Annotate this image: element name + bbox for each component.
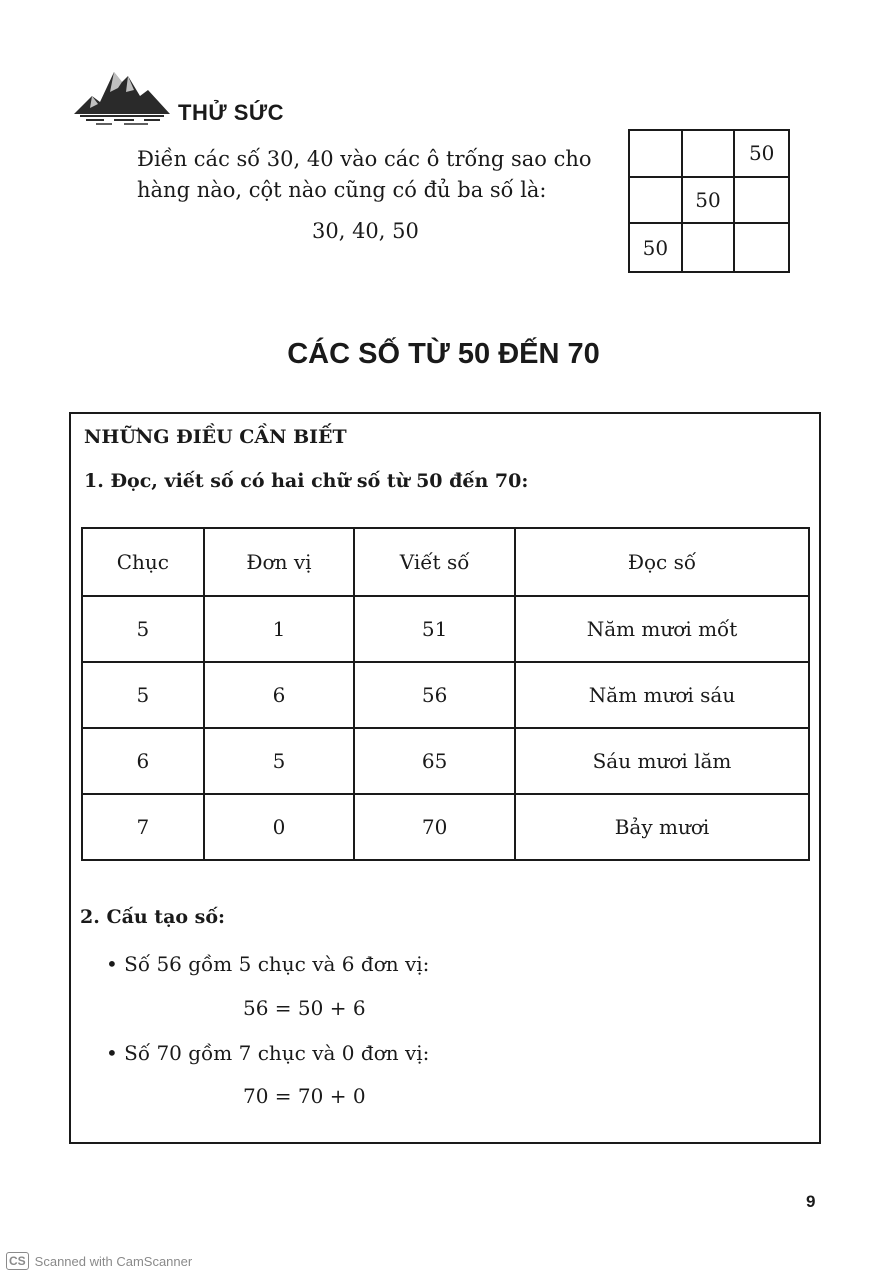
bullet-dot-icon: • [106, 952, 125, 976]
knowledge-box-heading: NHỮNG ĐIỀU CẦN BIẾT [84, 426, 347, 448]
table-row [82, 596, 809, 662]
table-cell: Năm mươi mốt [515, 596, 809, 662]
table-row [82, 794, 809, 860]
table-header-row [82, 528, 809, 596]
table-cell: Bảy mươi [515, 794, 809, 860]
equation: 56 = 50 + 6 [243, 996, 366, 1020]
table-cell: 51 [354, 596, 515, 662]
mountain-icon [74, 62, 170, 128]
camscanner-logo-icon: CS [6, 1252, 29, 1270]
table-cell: 70 [354, 794, 515, 860]
section-title-try: THỬ SỨC [178, 100, 285, 125]
table-cell: 5 [82, 662, 204, 728]
intro-text-line-1: Điền các số 30, 40 vào các ô trống sao cho [137, 147, 592, 171]
table-cell: 56 [354, 662, 515, 728]
table-row [82, 728, 809, 794]
grid-cell[interactable] [630, 131, 683, 178]
target-numbers: 30, 40, 50 [312, 219, 419, 243]
table-cell: 6 [82, 728, 204, 794]
watermark-text: Scanned with CamScanner [34, 1253, 193, 1269]
bullet-text: Số 56 gồm 5 chục và 6 đơn vị: [124, 952, 430, 976]
bullet-dot-icon: • [106, 1041, 125, 1065]
grid-cell[interactable] [630, 178, 683, 225]
equation: 70 = 70 + 0 [243, 1084, 366, 1108]
grid-cell[interactable] [683, 224, 736, 271]
table-cell: 65 [354, 728, 515, 794]
grid-cell: 50 [630, 224, 683, 271]
table-cell: 6 [204, 662, 355, 728]
number-table [81, 527, 810, 861]
table-cell: 0 [204, 794, 355, 860]
table-cell: 1 [204, 596, 355, 662]
table-cell: Sáu mươi lăm [515, 728, 809, 794]
table-cell: Năm mươi sáu [515, 662, 809, 728]
column-header-units: Đơn vị [204, 528, 355, 596]
grid-cell: 50 [683, 178, 736, 225]
column-header-written: Viết số [354, 528, 515, 596]
intro-text-line-2: hàng nào, cột nào cũng có đủ ba số là: [137, 178, 547, 202]
grid-cell[interactable] [735, 178, 788, 225]
bullet-item [106, 952, 429, 976]
page-number: 9 [806, 1192, 816, 1211]
section-2-title: 2. Cấu tạo số: [80, 906, 226, 928]
table-cell: 5 [82, 596, 204, 662]
grid-cell: 50 [735, 131, 788, 178]
number-grid-puzzle [628, 129, 790, 273]
table-row [82, 662, 809, 728]
table-cell: 5 [204, 728, 355, 794]
grid-cell[interactable] [735, 224, 788, 271]
column-header-tens: Chục [82, 528, 204, 596]
table-cell: 7 [82, 794, 204, 860]
bullet-item [106, 1041, 429, 1065]
grid-cell[interactable] [683, 131, 736, 178]
column-header-reading: Đọc số [515, 528, 809, 596]
scanner-watermark [6, 1252, 192, 1270]
lesson-title: CÁC SỐ TỪ 50 ĐẾN 70 [287, 338, 600, 370]
section-1-title: 1. Đọc, viết số có hai chữ số từ 50 đến 70: [84, 470, 529, 492]
bullet-text: Số 70 gồm 7 chục và 0 đơn vị: [124, 1041, 430, 1065]
